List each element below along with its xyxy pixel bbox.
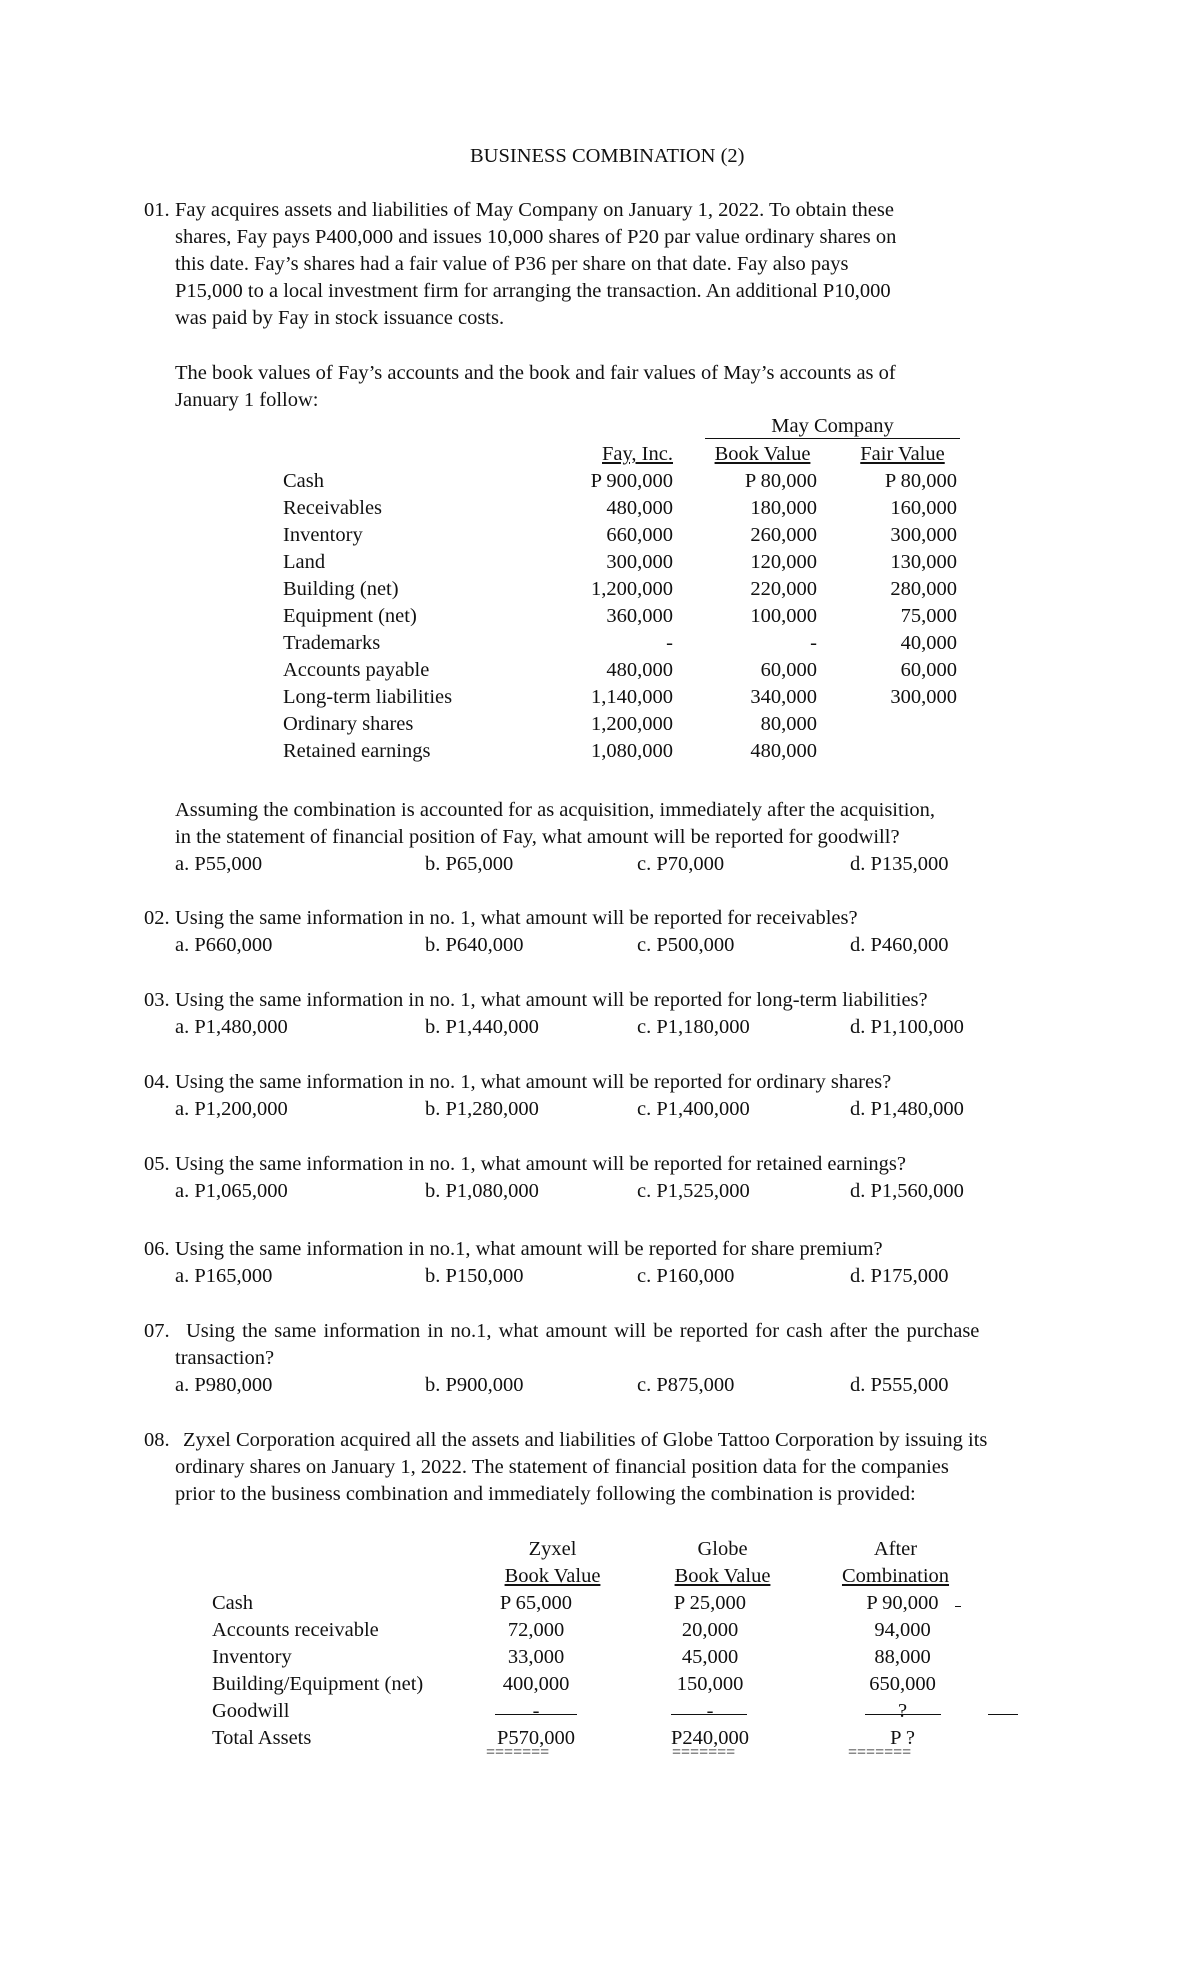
q1-line: was paid by Fay in stock issuance costs. [175, 307, 505, 329]
question-number: 04. [144, 1071, 170, 1093]
choice-c: c. P500,000 [637, 934, 735, 956]
double-rule: ======= [848, 1744, 912, 1761]
question-number: 08. [144, 1429, 170, 1451]
choice-b: b. P65,000 [425, 853, 514, 875]
q1-intro-line: January 1 follow: [175, 389, 319, 411]
cell-zyxel: 33,000 [507, 1646, 565, 1668]
row-label: Goodwill [212, 1700, 290, 1722]
choice-c: c. P70,000 [637, 853, 725, 875]
underline-rule [671, 1714, 747, 1715]
q1-line: shares, Fay pays P400,000 and issues 10,000 shares of P20 par value ordinary shares on [175, 226, 897, 248]
row-label: Equipment (net) [283, 605, 417, 627]
column-header-fay: Fay, Inc. [602, 443, 673, 465]
question-text: Using the same information in no. 1, what amount will be reported for ordinary shares? [175, 1071, 892, 1093]
cell-book-value: - [810, 632, 817, 654]
choice-b: b. P150,000 [425, 1265, 524, 1287]
cell-zyxel: P 65,000 [499, 1592, 573, 1614]
cell-book-value: 80,000 [760, 713, 817, 735]
cell-book-value: 220,000 [750, 578, 817, 600]
row-label: Cash [212, 1592, 253, 1614]
cell-book-value: 60,000 [760, 659, 817, 681]
choice-b: b. P1,080,000 [425, 1180, 539, 1202]
choice-d: d. P135,000 [850, 853, 949, 875]
double-rule: ======= [672, 1744, 736, 1761]
cell-fair-value: 300,000 [890, 686, 957, 708]
q1-line: Fay acquires assets and liabilities of May Company on January 1, 2022. To obtain these [175, 199, 894, 221]
cell-fair-value: 60,000 [900, 659, 957, 681]
row-label: Cash [283, 470, 324, 492]
column-header-after: After [873, 1538, 918, 1560]
choice-c: c. P875,000 [637, 1374, 735, 1396]
row-label: Inventory [283, 524, 363, 546]
cell-after: P ? [890, 1727, 915, 1749]
cell-fay: P 900,000 [590, 470, 673, 492]
cell-zyxel: - [532, 1700, 540, 1722]
question-text: Using the same information in no.1, what amount will be reported for share premium? [175, 1238, 883, 1260]
cell-after: ? [897, 1700, 908, 1722]
cell-fair-value: 160,000 [890, 497, 957, 519]
row-label: Receivables [283, 497, 383, 519]
choice-a: a. P1,480,000 [175, 1016, 288, 1038]
column-header-zyxel: Zyxel [528, 1538, 577, 1560]
q1-question-line: in the statement of financial position of Fay, what amount will be reported for goodwill? [175, 826, 900, 848]
cell-globe: 45,000 [681, 1646, 739, 1668]
column-subheader-globe: Book Value [674, 1565, 771, 1587]
cell-fair-value: 280,000 [890, 578, 957, 600]
question-text: Using the same information in no. 1, what amount will be reported for receivables? [175, 907, 858, 929]
choice-b: b. P1,280,000 [425, 1098, 539, 1120]
cell-book-value: P 80,000 [744, 470, 817, 492]
question-number: 06. [144, 1238, 170, 1260]
row-label: Ordinary shares [283, 713, 414, 735]
cell-fay: 1,200,000 [591, 578, 673, 600]
cell-globe: P 25,000 [673, 1592, 747, 1614]
cell-fay: 360,000 [606, 605, 673, 627]
double-rule: ======= [486, 1744, 550, 1761]
choice-d: d. P460,000 [850, 934, 949, 956]
underline-rule [955, 1606, 961, 1607]
may-company-header: May Company [705, 414, 960, 439]
question-number: 02. [144, 907, 170, 929]
cell-fair-value: 75,000 [900, 605, 957, 627]
cell-fair-value: 300,000 [890, 524, 957, 546]
cell-fay: 1,080,000 [591, 740, 673, 762]
choice-a: a. P660,000 [175, 934, 273, 956]
cell-book-value: 120,000 [750, 551, 817, 573]
row-label: Building (net) [283, 578, 399, 600]
row-label: Retained earnings [283, 740, 431, 762]
cell-fay: 300,000 [606, 551, 673, 573]
cell-globe: - [706, 1700, 714, 1722]
cell-globe: 20,000 [681, 1619, 739, 1641]
choice-d: d. P175,000 [850, 1265, 949, 1287]
choice-a: a. P1,065,000 [175, 1180, 288, 1202]
cell-globe: 150,000 [676, 1673, 744, 1695]
row-label: Long-term liabilities [283, 686, 453, 708]
choice-a: a. P55,000 [175, 853, 263, 875]
cell-zyxel: 72,000 [507, 1619, 565, 1641]
choice-a: a. P1,200,000 [175, 1098, 288, 1120]
choice-b: b. P900,000 [425, 1374, 524, 1396]
choice-d: d. P1,100,000 [850, 1016, 964, 1038]
cell-book-value: 480,000 [750, 740, 817, 762]
q1-line: this date. Fay’s shares had a fair value of P36 per share on that date. Fay also pays [175, 253, 849, 275]
cell-globe: P240,000 [670, 1727, 750, 1749]
q8-line: Zyxel Corporation acquired all the assets and liabilities of Globe Tattoo Corporation by issuing its [183, 1429, 988, 1451]
cell-book-value: 100,000 [750, 605, 817, 627]
column-header-book-value: Book Value [714, 443, 811, 465]
cell-fay: 1,140,000 [591, 686, 673, 708]
row-label: Inventory [212, 1646, 292, 1668]
cell-zyxel: 400,000 [502, 1673, 570, 1695]
cell-fair-value: 130,000 [890, 551, 957, 573]
cell-book-value: 340,000 [750, 686, 817, 708]
column-subheader-after: Combination [841, 1565, 950, 1587]
cell-fair-value: P 80,000 [884, 470, 957, 492]
row-label: Building/Equipment (net) [212, 1673, 424, 1695]
cell-book-value: 180,000 [750, 497, 817, 519]
choice-c: c. P1,180,000 [637, 1016, 750, 1038]
choice-b: b. P1,440,000 [425, 1016, 539, 1038]
cell-fay: 660,000 [606, 524, 673, 546]
q1-line: P15,000 to a local investment firm for arranging the transaction. An additional P10,000 [175, 280, 891, 302]
row-label: Accounts payable [283, 659, 430, 681]
cell-after: 88,000 [874, 1646, 931, 1668]
cell-book-value: 260,000 [750, 524, 817, 546]
choice-b: b. P640,000 [425, 934, 524, 956]
row-label: Total Assets [212, 1727, 312, 1749]
q1-intro-line: The book values of Fay’s accounts and the book and fair values of May’s accounts as of [175, 362, 896, 384]
row-label: Land [283, 551, 326, 573]
column-header-globe: Globe [697, 1538, 748, 1560]
cell-after: 94,000 [874, 1619, 931, 1641]
q8-line: ordinary shares on January 1, 2022. The statement of financial position data for the companies [175, 1456, 949, 1478]
column-subheader-zyxel: Book Value [504, 1565, 601, 1587]
cell-fay: - [666, 632, 673, 654]
choice-c: c. P1,400,000 [637, 1098, 750, 1120]
row-label: Accounts receivable [212, 1619, 379, 1641]
column-header-fair-value: Fair Value [860, 443, 945, 465]
question-number: 03. [144, 989, 170, 1011]
cell-zyxel: P570,000 [496, 1727, 576, 1749]
choice-a: a. P980,000 [175, 1374, 273, 1396]
q7-line: transaction? [175, 1347, 275, 1369]
choice-c: c. P160,000 [637, 1265, 735, 1287]
q8-line: prior to the business combination and immediately following the combination is provided: [175, 1483, 916, 1505]
question-number: 01. [144, 199, 170, 221]
choice-d: d. P1,480,000 [850, 1098, 964, 1120]
cell-fay: 1,200,000 [591, 713, 673, 735]
page-title: BUSINESS COMBINATION (2) [470, 145, 745, 167]
question-text: Using the same information in no. 1, what amount will be reported for long-term liabilities? [175, 989, 928, 1011]
cell-fay: 480,000 [606, 659, 673, 681]
row-label: Trademarks [283, 632, 381, 654]
choice-c: c. P1,525,000 [637, 1180, 750, 1202]
question-text: Using the same information in no. 1, what amount will be reported for retained earnings? [175, 1153, 906, 1175]
question-number: 07. [144, 1320, 170, 1342]
choice-d: d. P555,000 [850, 1374, 949, 1396]
cell-after: 650,000 [869, 1673, 936, 1695]
choice-a: a. P165,000 [175, 1265, 273, 1287]
cell-fair-value: 40,000 [900, 632, 957, 654]
q1-question-line: Assuming the combination is accounted for as acquisition, immediately after the acquisition, [175, 799, 936, 821]
q7-line: Using the same information in no.1, what amount will be reported for cash after the purchase [186, 1320, 980, 1342]
underline-rule [865, 1714, 941, 1715]
choice-d: d. P1,560,000 [850, 1180, 964, 1202]
cell-fay: 480,000 [606, 497, 673, 519]
underline-rule [495, 1714, 577, 1715]
question-number: 05. [144, 1153, 170, 1175]
underline-rule [988, 1714, 1018, 1715]
cell-after: P 90,000 [866, 1592, 939, 1614]
